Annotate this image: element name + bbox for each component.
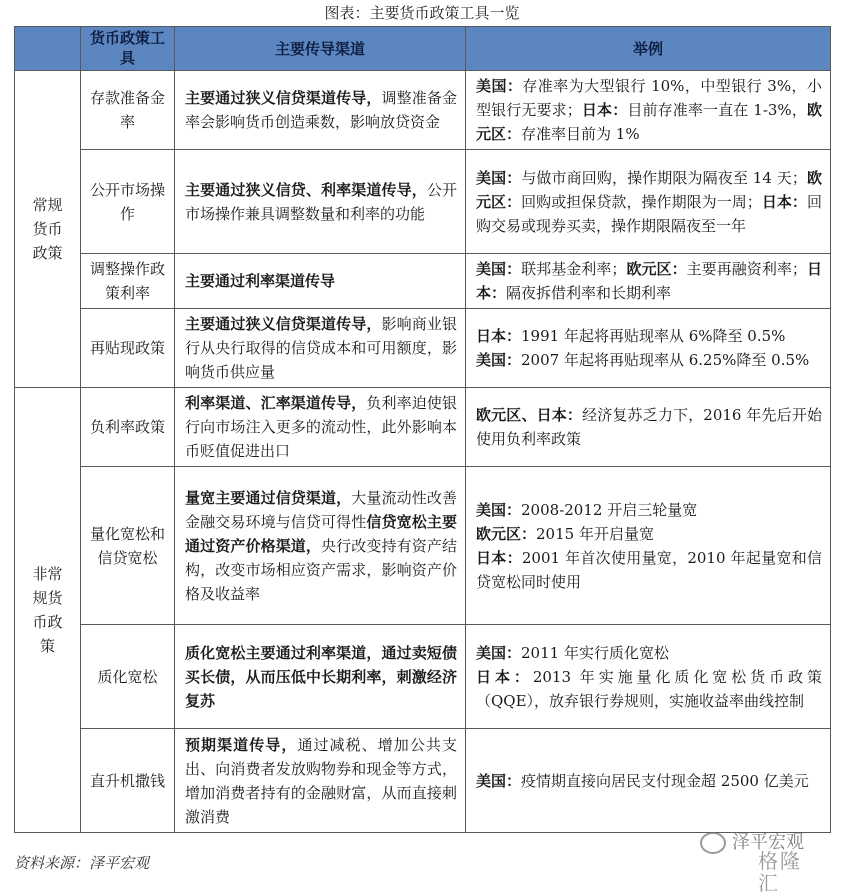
bold-text: 欧元区、日本： [476, 406, 583, 424]
tool-cell [81, 729, 175, 833]
watermark [700, 832, 804, 895]
plain-text: 存准率为大型银行 10%，中型银行 3%，小型银行无要求； [476, 77, 822, 119]
plain-text: 隔夜拆借利率和长期利率 [506, 284, 672, 302]
plain-text: 回购交易或现券买卖，操作期限隔夜至一年 [476, 192, 822, 235]
tool-cell [81, 467, 175, 625]
tool-label: 直升机撒钱 [89, 771, 165, 790]
bold-text: 量宽主要通过信贷渠道， [185, 488, 352, 507]
bold-text: 日本： [581, 101, 628, 119]
tool-label: 负利率政策 [89, 418, 165, 436]
example-line [476, 522, 822, 546]
plain-text: 通过减税、增加公共支出、向消费者发放购物券和现金等方式，增加消费者持有的金融财富，从而直接刺激消费 [185, 735, 457, 826]
bold-text: 美国： [476, 500, 522, 519]
mechanism-cell [175, 625, 466, 729]
bold-text: 日本： [476, 327, 522, 345]
bold-text: 欧元区： [476, 168, 822, 211]
plain-text: 2011 年实行质化宽松 [521, 643, 669, 662]
tool-label: 调整操作政策利率 [89, 260, 165, 302]
example-cell [466, 71, 831, 150]
bold-text: 质化宽松主要通过利率渠道，通过卖短债买长债，从而压低中长期利率，刺激经济复苏 [185, 643, 457, 710]
bold-text: 日本： [476, 667, 533, 686]
tool-label: 量化宽松和信贷宽松 [89, 524, 165, 567]
table-row [15, 254, 831, 309]
example-cell [466, 254, 831, 309]
plain-text: 联邦基金利率； [521, 260, 627, 278]
plain-text: 目前存准率一直在 1-3%， [627, 101, 807, 119]
example-cell [466, 150, 831, 254]
bold-text: 日本： [761, 192, 807, 211]
plain-text: 2015 年开启量宽 [536, 524, 654, 543]
mechanism-cell [175, 71, 466, 150]
table-header-row [15, 27, 831, 71]
example-line [476, 498, 822, 522]
plain-text: 央行改变持有资产结构，改变市场相应资产需求，影响资产价格及收益率 [185, 536, 457, 603]
table-row [15, 388, 831, 467]
example-cell [466, 309, 831, 388]
plain-text: 2001 年首次使用量宽，2010 年起量宽和信贷宽松同时使用 [476, 548, 822, 591]
table-caption: 图表：主要货币政策工具一览 [324, 4, 520, 22]
mechanism-cell [175, 309, 466, 388]
tool-cell [81, 254, 175, 309]
example-cell [466, 388, 831, 467]
plain-text: 调整准备金率会影响货币创造乘数，影响放贷资金 [185, 89, 457, 131]
source-note: 资料来源：泽平宏观 [14, 854, 150, 872]
watermark-line2: 格隆汇 [758, 849, 802, 895]
mechanism-cell [175, 388, 466, 467]
category-label: 非常规货币政策 [32, 565, 63, 655]
example-cell [466, 729, 831, 833]
table-row [15, 150, 831, 254]
bold-text: 主要通过狭义信贷、利率渠道传导， [185, 180, 427, 199]
header-tool [81, 27, 175, 71]
bold-text: 美国： [476, 771, 522, 790]
plain-text: 公开市场操作兼具调整数量和利率的功能 [185, 180, 457, 223]
example-line [476, 665, 822, 713]
bold-text: 预期渠道传导， [185, 735, 298, 754]
mechanism-cell [175, 729, 466, 833]
header-mechanism: 主要传导渠道 [175, 27, 466, 71]
tool-label: 质化宽松 [97, 667, 158, 686]
plain-text: 2007 年起将再贴现率从 6.25%降至 0.5% [521, 351, 810, 369]
plain-text: 主要再融资利率； [686, 260, 807, 278]
header-example: 举例 [466, 27, 831, 71]
header-tool-label: 货币政策工具 [89, 28, 165, 67]
bold-text: 主要通过利率渠道传导 [185, 272, 336, 290]
mechanism-cell [175, 467, 466, 625]
bold-text: 主要通过狭义信贷渠道传导， [185, 89, 382, 107]
plain-text: 2008-2012 开启三轮量宽 [521, 500, 698, 519]
table-row [15, 467, 831, 625]
policy-tools-table [14, 26, 831, 833]
watermark-line1: 泽平宏观 [732, 832, 804, 853]
tool-cell [81, 150, 175, 254]
example-line [476, 324, 822, 348]
plain-text: 与做市商回购，操作期限为隔夜至 14 天； [521, 168, 807, 187]
bold-text: 欧元区： [476, 524, 537, 543]
tool-cell [81, 625, 175, 729]
plain-text: 大量流动性改善金融交易环境与信贷可得性 [185, 488, 457, 531]
category-cell [15, 71, 81, 388]
tool-cell [81, 388, 175, 467]
plain-text: 存准率目前为 1% [521, 125, 640, 143]
mechanism-cell [175, 254, 466, 309]
table-row [15, 625, 831, 729]
tool-cell [81, 71, 175, 150]
table-row [15, 71, 831, 150]
bold-text: 欧元区： [476, 101, 822, 143]
bold-text: 日本： [476, 548, 522, 567]
table-row [15, 309, 831, 388]
category-label: 常规货币政策 [32, 196, 63, 262]
plain-text: 负利率迫使银行向市场注入更多的流动性，此外影响本币贬值促进出口 [185, 394, 457, 460]
tool-label: 再贴现政策 [89, 339, 165, 357]
bold-text: 美国： [476, 643, 522, 662]
bold-text: 美国： [476, 77, 523, 95]
tool-cell [81, 309, 175, 388]
category-cell [15, 388, 81, 833]
plain-text: 1991 年起将再贴现率从 6%降至 0.5% [521, 327, 786, 345]
table-row [15, 729, 831, 833]
bold-text: 美国： [476, 168, 522, 187]
bold-text: 美国： [476, 260, 522, 278]
plain-text: 影响商业银行从央行取得的信贷成本和可用额度，影响货币供应量 [185, 315, 457, 381]
example-cell [466, 625, 831, 729]
example-line [476, 641, 822, 665]
wechat-icon [700, 832, 726, 854]
header-blank-cell [15, 27, 81, 71]
plain-text: 经济复苏乏力下，2016 年先后开始使用负利率政策 [476, 406, 822, 448]
bold-text: 美国： [476, 351, 522, 369]
bold-text: 信贷宽松主要通过资产价格渠道， [185, 512, 457, 555]
plain-text: 回购或担保贷款，操作期限为一周； [521, 192, 762, 211]
bold-text: 利率渠道、汇率渠道传导， [185, 394, 367, 412]
tool-label: 存款准备金率 [89, 89, 165, 131]
bold-text: 欧元区： [626, 260, 687, 278]
plain-text: 疫情期直接向居民支付现金超 2500 亿美元 [521, 771, 809, 790]
plain-text: 2013 年实施量化质化宽松货币政策（QQE），放弃银行券规则，实施收益率曲线控制 [476, 667, 822, 710]
example-cell [466, 467, 831, 625]
tool-label: 公开市场操作 [89, 180, 165, 223]
bold-text: 主要通过狭义信贷渠道传导， [185, 315, 382, 333]
bold-text: 日本： [476, 260, 822, 302]
example-line [476, 348, 822, 372]
example-line [476, 546, 822, 594]
mechanism-cell [175, 150, 466, 254]
